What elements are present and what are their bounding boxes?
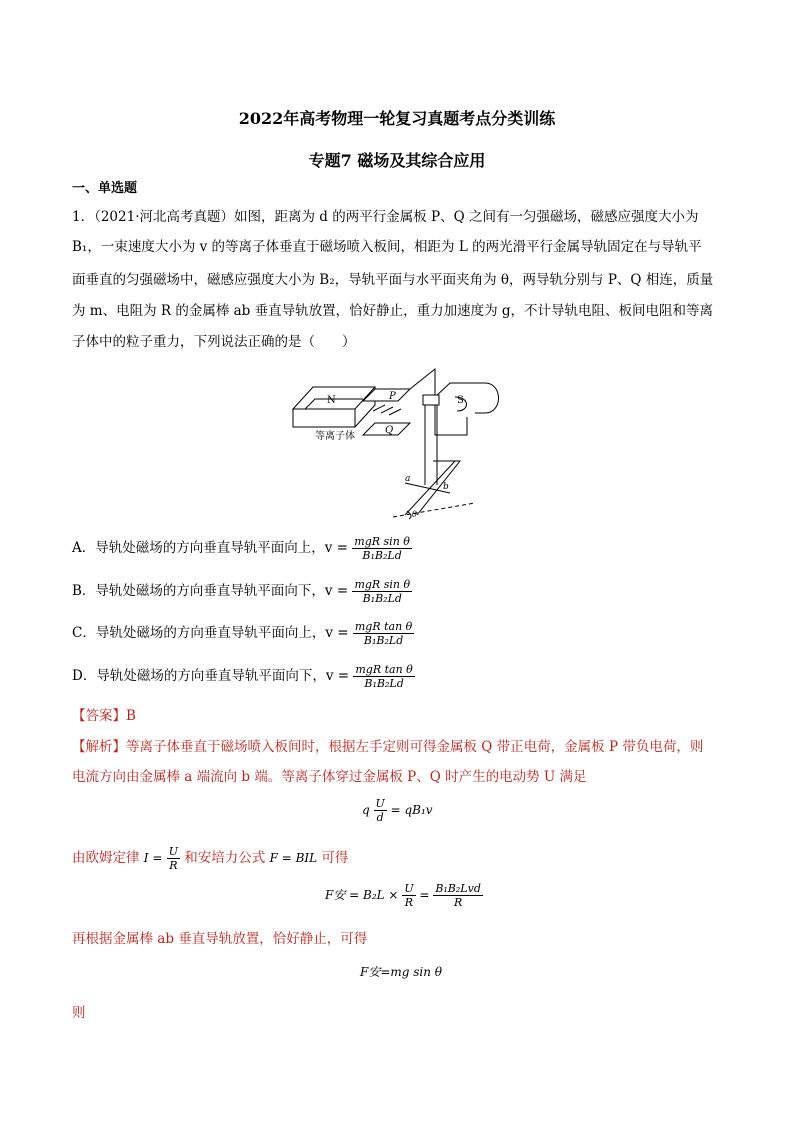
option-text: C．导轨处磁场的方向垂直导轨平面向上，v = xyxy=(72,625,349,641)
text-fragment: 和安培力公式 xyxy=(184,850,266,866)
answer-label: 【答案】B xyxy=(72,708,136,724)
option-d[interactable] xyxy=(72,663,415,690)
fraction-denominator: d xyxy=(376,811,384,824)
eq-fraction xyxy=(433,882,483,909)
fraction-numerator: U xyxy=(404,882,414,895)
fraction-numerator: mgR sin θ xyxy=(354,535,410,548)
fraction-denominator: R xyxy=(453,896,463,909)
document-subtitle: 专题7 磁场及其综合应用 xyxy=(308,151,486,170)
label-theta: θ xyxy=(412,510,417,519)
option-fraction xyxy=(353,620,414,647)
analysis-line: 电流方向由金属棒 a 端流向 b 端。等离子体穿过金属板 P、Q 时产生的电动势 U 满足 xyxy=(72,769,587,785)
option-b[interactable] xyxy=(72,578,412,605)
fraction-denominator: R xyxy=(169,859,178,872)
analysis-line: 则 xyxy=(72,1005,86,1021)
option-fraction xyxy=(353,663,414,690)
equation-3: F安=mg sin θ xyxy=(360,965,443,979)
fraction-numerator: U xyxy=(375,797,385,810)
label-b: b xyxy=(443,482,449,492)
option-fraction xyxy=(352,535,412,562)
eq-term: F安 = B₂L × xyxy=(325,888,399,902)
section-heading: 一、单选题 xyxy=(72,181,138,196)
fraction-denominator: B₁B₂Ld xyxy=(362,592,402,605)
fraction-denominator: R xyxy=(404,896,414,909)
option-text: D．导轨处磁场的方向垂直导轨平面向下，v = xyxy=(72,668,350,684)
option-a[interactable] xyxy=(72,535,412,562)
question-line: 子体中的粒子重力，下列说法正确的是（ ） xyxy=(72,334,356,350)
option-text: B．导轨处磁场的方向垂直导轨平面向下，v = xyxy=(72,583,349,599)
fraction-numerator: B₁B₂Lvd xyxy=(435,882,481,895)
option-fraction xyxy=(352,578,412,605)
option-text: A．导轨处磁场的方向垂直导轨平面向上，v = xyxy=(72,540,348,556)
fraction-denominator: B₁B₂Ld xyxy=(363,634,404,647)
fraction-numerator: mgR tan θ xyxy=(354,620,413,633)
eq-term: = xyxy=(419,888,430,902)
eq-term: F = BIL xyxy=(269,851,318,865)
fraction-numerator: U xyxy=(168,845,178,858)
label-q: Q xyxy=(385,425,394,436)
equation-1 xyxy=(362,797,433,824)
analysis-line: 再根据金属棒 ab 垂直导轨放置，恰好静止，可得 xyxy=(72,931,368,947)
fraction-numerator: mgR sin θ xyxy=(354,578,411,591)
document-title: 2022年高考物理一轮复习真题考点分类训练 xyxy=(238,109,556,128)
label-plasma: 等离子体 xyxy=(315,431,355,442)
physics-figure xyxy=(285,365,515,525)
label-a: a xyxy=(405,474,411,484)
text-fragment: 由欧姆定律 xyxy=(72,850,140,866)
fraction-denominator: B₁B₂Ld xyxy=(362,549,402,562)
question-line: 为 m、电阻为 R 的金属棒 ab 垂直导轨放置，恰好静止，重力加速度为 g，不计导轨电阻、板间电阻和等离 xyxy=(72,303,714,319)
fraction-numerator: mgR tan θ xyxy=(355,663,413,676)
equation-2 xyxy=(325,882,483,909)
label-s: S xyxy=(457,395,464,406)
fraction-denominator: B₁B₂Ld xyxy=(364,677,404,690)
option-c[interactable] xyxy=(72,620,414,647)
eq-fraction xyxy=(374,797,387,824)
question-line: 面垂直的匀强磁场中，磁感应强度大小为 B₂，导轨平面与水平面夹角为 θ，两导轨分别与 P、Q 相连，质量 xyxy=(72,272,714,288)
label-n: N xyxy=(327,395,336,406)
text-fragment: 可得 xyxy=(321,850,349,866)
eq-fraction xyxy=(167,845,180,872)
eq-term: = qB₁v xyxy=(390,803,433,817)
label-p: P xyxy=(389,391,396,402)
question-line: B₁，一束速度大小为 v 的等离子体垂直于磁场喷入板间，相距为 L 的两光滑平行金属导轨固定在与导轨平 xyxy=(72,239,702,255)
analysis-line-3 xyxy=(72,845,348,872)
question-line: 1．（2021·河北高考真题）如图，距离为 d 的两平行金属板 P、Q 之间有一匀强磁场，磁感应强度大小为 xyxy=(72,209,699,225)
analysis-line: 【解析】等离子体垂直于磁场喷入板间时，根据左手定则可得金属板 Q 带正电荷，金属板 P 带负电荷，则 xyxy=(72,739,704,755)
eq-term: I = xyxy=(143,851,163,865)
eq-fraction xyxy=(402,882,415,909)
eq-term: q xyxy=(362,803,370,817)
